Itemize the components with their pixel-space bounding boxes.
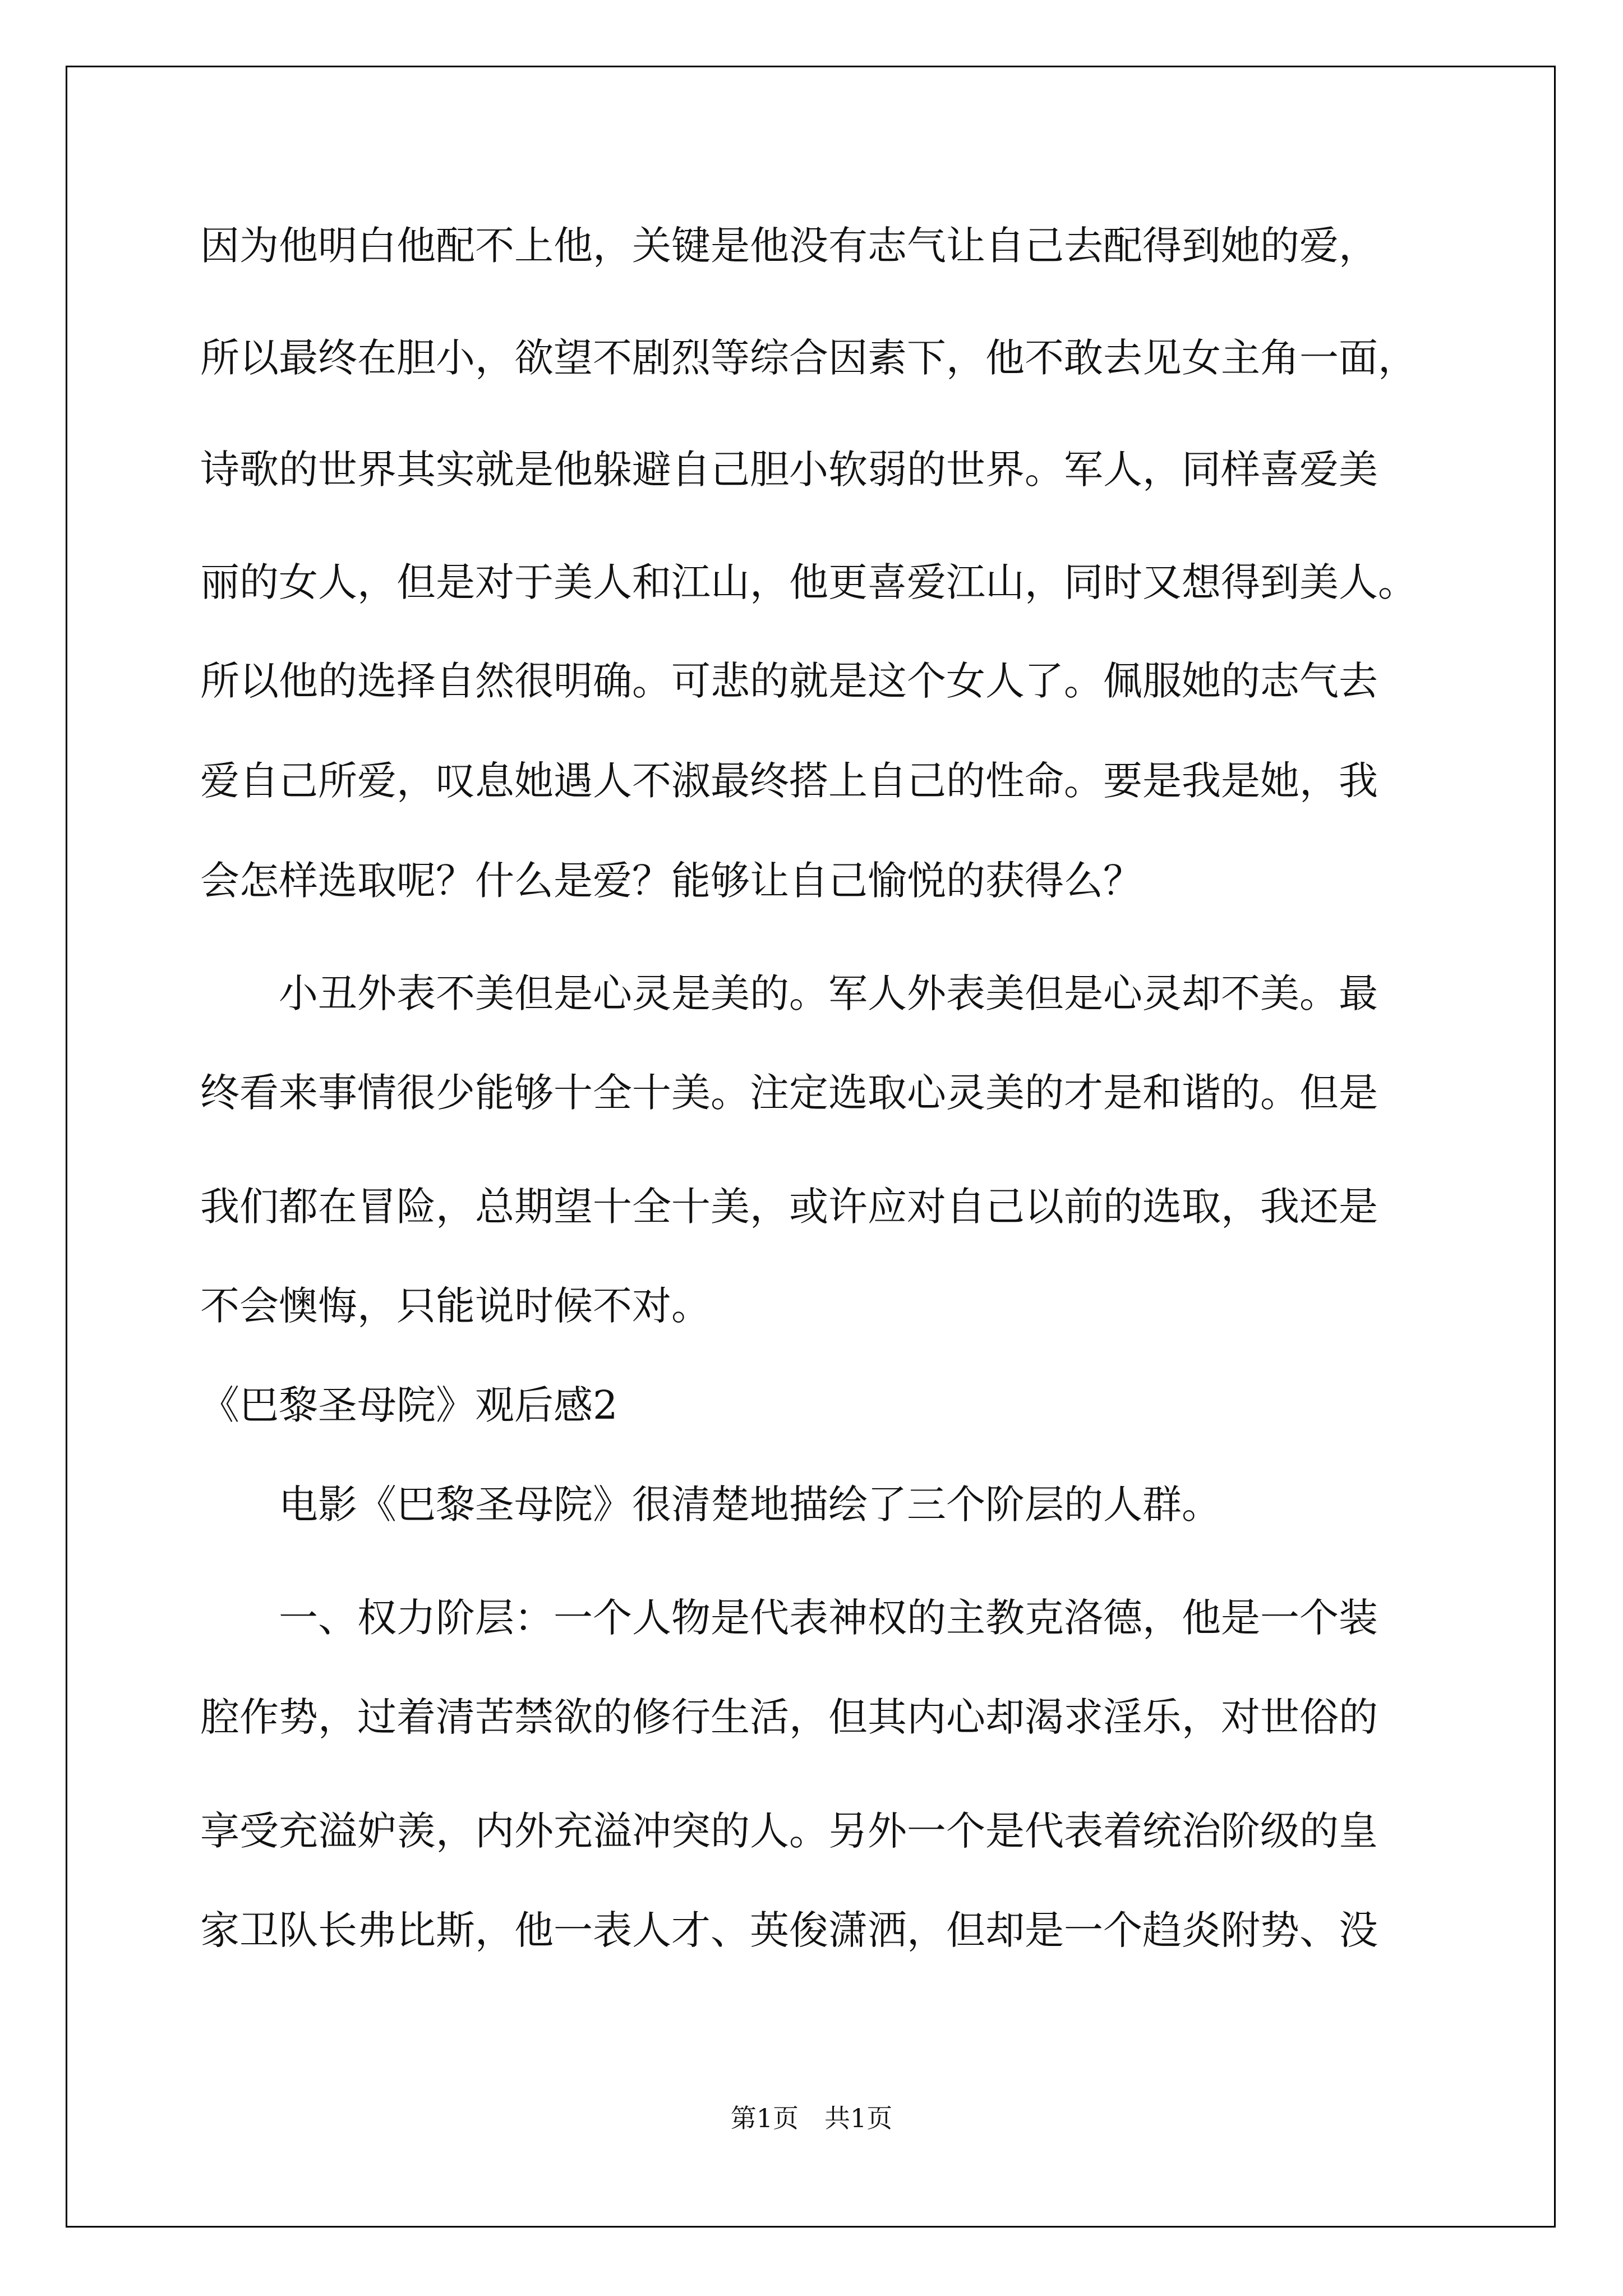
text-line: 一、权力阶层：一个人物是代表神权的主教克洛德，他是一个装 [200,1595,1378,1641]
text-line: 腔作势，过着清苦禁欲的修行生活，但其内心却渴求淫乐，对世俗的 [200,1694,1378,1740]
text-line: 小丑外表不美但是心灵是美的。军人外表美但是心灵却不美。最 [200,970,1378,1016]
text-line: 电影《巴黎圣母院》很清楚地描绘了三个阶层的人群。 [200,1481,1221,1527]
text-line: 终看来事情很少能够十全十美。注定选取心灵美的才是和谐的。但是 [200,1070,1378,1116]
text-line: 不会懊悔，只能说时候不对。 [200,1283,711,1329]
text-line: 我们都在冒险，总期望十全十美，或许应对自己以前的选取，我还是 [200,1184,1378,1230]
text-line: 家卫队长弗比斯，他一表人才、英俊潇洒，但却是一个趋炎附势、没 [200,1907,1378,1953]
page-border [66,66,1556,2228]
text-line: 诗歌的世界其实就是他躲避自己胆小软弱的世界。军人，同样喜爱美 [200,447,1378,493]
text-line: 因为他明白他配不上他，关键是他没有志气让自己去配得到她的爱， [200,223,1378,269]
text-line: 会怎样选取呢？什么是爱？能够让自己愉悦的获得么？ [200,858,1142,904]
text-line: 丽的女人，但是对于美人和江山，他更喜爱江山，同时又想得到美人。 [200,559,1417,605]
text-line: 所以他的选择自然很明确。可悲的就是这个女人了。佩服她的志气去 [200,658,1378,704]
text-line: 爱自己所爱，叹息她遇人不淑最终搭上自己的性命。要是我是她，我 [200,758,1378,804]
section-heading: 《巴黎圣母院》观后感2 [200,1382,618,1428]
text-line: 享受充溢妒羡，内外充溢冲突的人。另外一个是代表着统治阶级的皇 [200,1808,1378,1854]
text-line: 所以最终在胆小，欲望不剧烈等综合因素下，他不敢去见女主角一面， [200,335,1417,381]
page-footer: 第1页 共1页 [730,2103,893,2133]
